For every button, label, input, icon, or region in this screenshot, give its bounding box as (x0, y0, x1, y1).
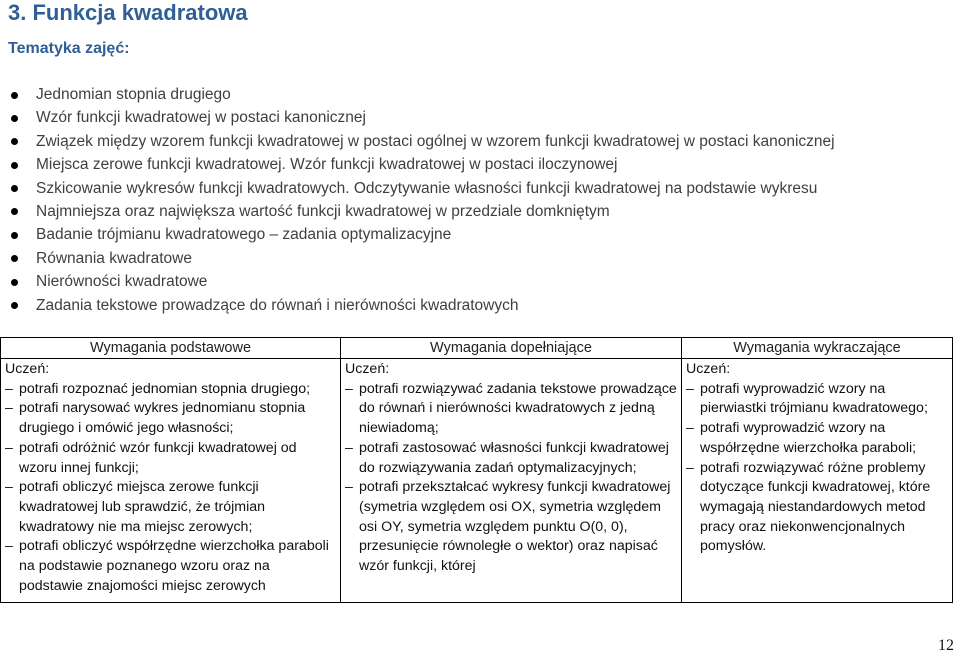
bullet-icon (11, 255, 18, 262)
bullet-icon (11, 138, 18, 145)
bullet-icon (11, 185, 18, 192)
requirement-item: – potrafi rozpoznać jednomian stopnia drugiego; (5, 380, 311, 397)
bullet-icon (11, 208, 18, 215)
topic-item: Wzór funkcji kwadratowej w postaci kanonicznej (10, 106, 835, 129)
bullet-icon (11, 302, 18, 309)
header-supplementary: Wymagania dopełniające (341, 338, 682, 359)
requirement-item: – potrafi zastosować własności funkcji kwadratowej do rozwiązywania zadań optymalizacyjnych; (345, 439, 669, 476)
header-advanced: Wymagania wykraczające (682, 338, 953, 359)
requirements-table (0, 337, 953, 603)
student-label: Uczeń: (345, 361, 390, 377)
topic-item: Nierówności kwadratowe (10, 270, 835, 293)
requirement-item: – potrafi przekształcać wykresy funkcji kwadratowej (symetria względem osi OX, symetria względem osi OY, symetria względem punktu O(0, 0), przesunięcie równoległe o wektor) oraz napisać wzór funkcji, której (345, 479, 671, 575)
header-basic: Wymagania podstawowe (1, 338, 341, 359)
table-header-row (1, 338, 953, 359)
advanced-requirements-cell (682, 359, 953, 603)
topic-item: Miejsca zerowe funkcji kwadratowej. Wzór funkcji kwadratowej w postaci iloczynowej (10, 153, 835, 176)
topics-heading: Tematyka zajęć: (8, 40, 130, 57)
requirement-item: – potrafi odróżnić wzór funkcji kwadratowej od wzoru innej funkcji; (5, 439, 297, 476)
requirement-item: – potrafi wyprowadzić wzory na współrzędne wierzchołka paraboli; (686, 420, 917, 456)
bullet-icon (11, 115, 18, 122)
table-row (1, 359, 953, 603)
basic-requirements-cell (1, 359, 341, 603)
topic-item: Szkicowanie wykresów funkcji kwadratowych. Odczytywanie własności funkcji kwadratowej na podstawie wykresu (10, 177, 835, 200)
student-label: Uczeń: (5, 361, 50, 377)
requirement-item: – potrafi rozwiązywać różne problemy dotyczące funkcji kwadratowej, które wymagają niestandardowych metod pracy oraz niekonwencjonalnych pomysłów. (686, 459, 931, 555)
bullet-icon (11, 279, 18, 286)
topic-item: Najmniejsza oraz największa wartość funkcji kwadratowej w przedziale domkniętym (10, 200, 835, 223)
topics-list (10, 83, 835, 317)
student-label: Uczeń: (686, 361, 731, 377)
bullet-icon (11, 232, 18, 239)
bullet-icon (11, 162, 18, 169)
section-title: 3. Funkcja kwadratowa (8, 0, 248, 25)
requirement-item: – potrafi rozwiązywać zadania tekstowe prowadzące do równań i nierówności kwadratowych z jedną niewiadomą; (345, 380, 677, 437)
page-number: 12 (938, 637, 954, 654)
requirement-item: – potrafi narysować wykres jednomianu stopnia drugiego i omówić jego własności; (5, 400, 306, 437)
topic-item: Badanie trójmianu kwadratowego – zadania optymalizacyjne (10, 223, 835, 246)
requirement-item: – potrafi obliczyć miejsca zerowe funkcji kwadratowej lub sprawdzić, że trójmian kwadratowy nie ma miejsc zerowych; (5, 479, 266, 535)
topic-item: Jednomian stopnia drugiego (10, 83, 835, 106)
bullet-icon (11, 92, 18, 99)
topic-item: Zadania tekstowe prowadzące do równań i nierówności kwadratowych (10, 294, 835, 317)
supplementary-requirements-cell (341, 359, 682, 603)
topic-item: Związek między wzorem funkcji kwadratowej w postaci ogólnej w wzorem funkcji kwadratowej w postaci kanonicznej (10, 130, 835, 153)
requirement-item: – potrafi wyprowadzić wzory na pierwiastki trójmianu kwadratowego; (686, 380, 928, 417)
topic-item: Równania kwadratowe (10, 247, 835, 270)
requirement-item: – potrafi obliczyć współrzędne wierzchołka paraboli na podstawie poznanego wzoru oraz na podstawie znajomości miejsc zerowych (5, 538, 329, 594)
